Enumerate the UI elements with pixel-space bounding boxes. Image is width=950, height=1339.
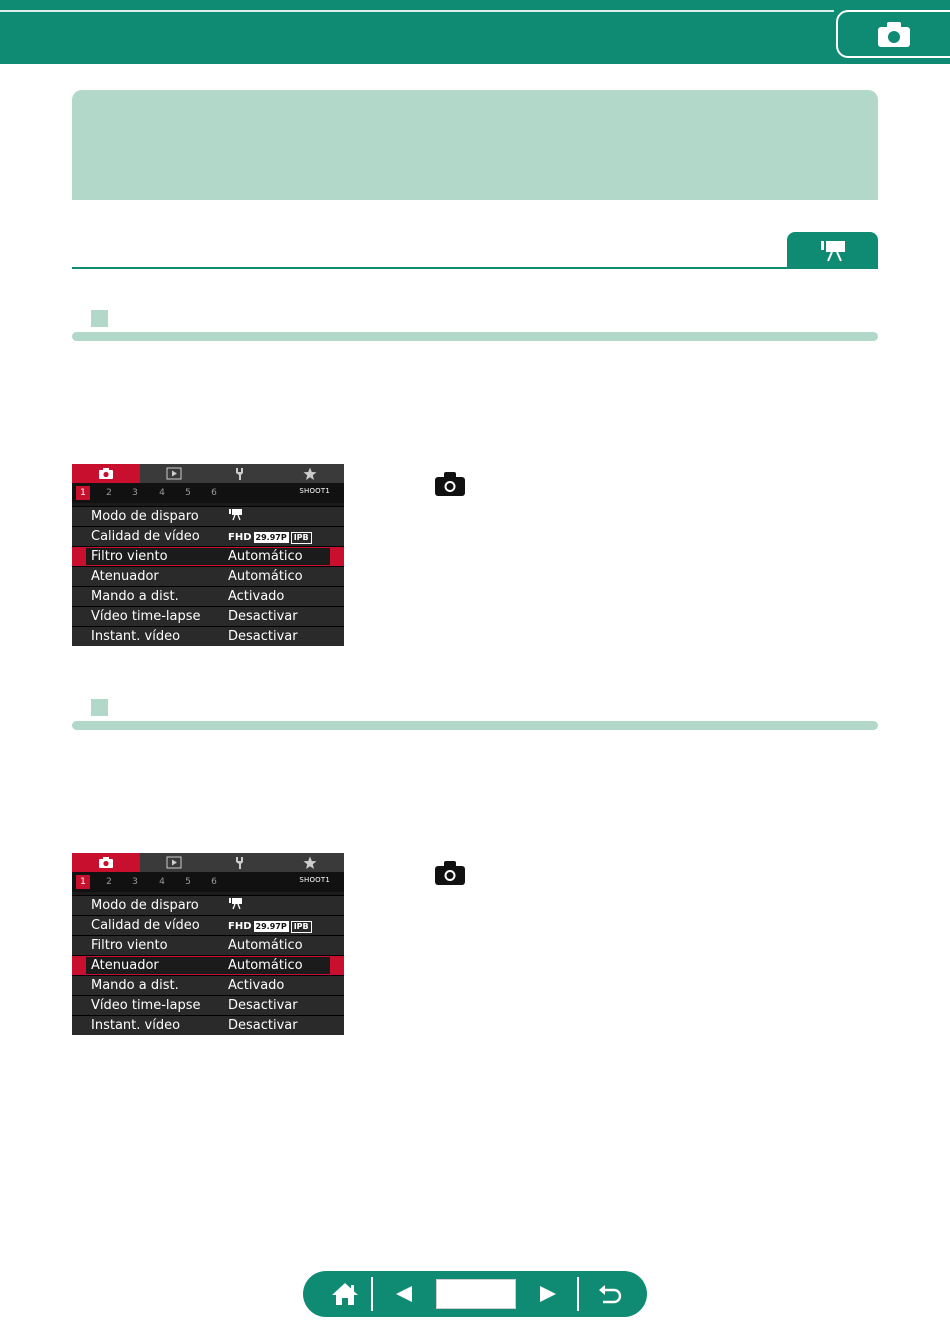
- menu-page-strip: [72, 872, 344, 892]
- menu-page-number: 2: [106, 877, 112, 887]
- menu-row-label: Filtro viento: [91, 549, 168, 564]
- menu-page-number: 5: [185, 488, 191, 498]
- menu-page-number: 6: [211, 488, 217, 498]
- camera-icon: [434, 860, 466, 886]
- menu-tab-shoot: [72, 464, 140, 483]
- movie-mode-value: [228, 897, 244, 915]
- menu-row-label: Instant. vídeo: [91, 1018, 181, 1033]
- menu-row: [72, 915, 344, 935]
- menu-tab-playback: [140, 464, 208, 483]
- video-quality-badges: [228, 529, 312, 546]
- menu-row-label: Vídeo time-lapse: [91, 609, 201, 624]
- menu-row-value: Desactivar: [228, 1018, 298, 1033]
- home-icon: [330, 1281, 360, 1307]
- menu-row-value: Desactivar: [228, 998, 298, 1013]
- menu-row: [72, 895, 344, 915]
- menu-row-label: Modo de disparo: [91, 898, 199, 913]
- menu-tab-setup: [208, 464, 276, 483]
- compression-badge: IPB: [291, 921, 312, 933]
- header-bar: [0, 0, 950, 64]
- menu-row: [72, 975, 344, 995]
- menu-page-number: 4: [159, 488, 165, 498]
- menu-row-selected: [72, 546, 344, 566]
- menu-row: [72, 566, 344, 586]
- menu-page-number: 3: [132, 877, 138, 887]
- header-line: [0, 10, 834, 12]
- next-page-button[interactable]: [519, 1271, 577, 1317]
- video-quality-value: [228, 528, 312, 546]
- menu-row-label: Calidad de vídeo: [91, 918, 200, 933]
- menu-page-label: SHOOT1: [299, 876, 330, 884]
- menu-row-value: Activado: [228, 978, 285, 993]
- fhd-badge: FHD: [228, 532, 252, 543]
- star-icon: [303, 856, 317, 870]
- section-bar: [72, 332, 878, 341]
- menu-tab-setup: [208, 853, 276, 872]
- play-icon: [166, 467, 182, 480]
- movie-camera-icon: [228, 897, 244, 910]
- section-rule: [72, 267, 878, 269]
- camera-icon: [876, 20, 912, 48]
- menu-row-value: Activado: [228, 589, 285, 604]
- menu-row-label: Mando a dist.: [91, 978, 179, 993]
- menu-page-number: 6: [211, 877, 217, 887]
- camera-menu-screenshot-2: [72, 853, 344, 1035]
- wrench-icon: [235, 467, 249, 481]
- page-navigation-bar: [303, 1271, 647, 1317]
- menu-row-label: Modo de disparo: [91, 509, 199, 524]
- camera-icon: [98, 856, 114, 869]
- menu-row-label: Vídeo time-lapse: [91, 998, 201, 1013]
- triangle-left-icon: [394, 1284, 414, 1304]
- menu-row: [72, 626, 344, 646]
- menu-page-number: 2: [106, 488, 112, 498]
- page-title-block: [72, 90, 878, 200]
- page-number-field[interactable]: [436, 1279, 516, 1309]
- movie-camera-icon: [819, 239, 847, 263]
- star-icon: [303, 467, 317, 481]
- section-marker: [91, 699, 108, 716]
- menu-row-selected: [72, 955, 344, 975]
- menu-row-value: Automático: [228, 938, 303, 953]
- menu-page-number: 5: [185, 877, 191, 887]
- movie-camera-icon: [228, 508, 244, 521]
- menu-tab-playback: [140, 853, 208, 872]
- menu-page-label: SHOOT1: [299, 487, 330, 495]
- menu-row-value: Automático: [228, 569, 303, 584]
- menu-page-number: 3: [132, 488, 138, 498]
- section-bar: [72, 721, 878, 730]
- menu-row: [72, 526, 344, 546]
- menu-row-label: Calidad de vídeo: [91, 529, 200, 544]
- menu-row-label: Filtro viento: [91, 938, 168, 953]
- camera-menu-screenshot-1: [72, 464, 344, 646]
- movie-mode-tab: [787, 232, 878, 269]
- menu-row-label: Atenuador: [91, 569, 159, 584]
- menu-row-label: Instant. vídeo: [91, 629, 181, 644]
- play-icon: [166, 856, 182, 869]
- menu-row-label: Atenuador: [91, 958, 159, 973]
- menu-row-label: Mando a dist.: [91, 589, 179, 604]
- menu-row-value: Automático: [228, 549, 303, 564]
- movie-mode-value: [228, 508, 244, 526]
- fps-badge: 29.97P: [255, 922, 287, 931]
- menu-page-number: 1: [76, 486, 90, 500]
- menu-row: [72, 1015, 344, 1035]
- camera-icon: [98, 467, 114, 480]
- nav-separator: [371, 1277, 373, 1311]
- fps-badge: 29.97P: [255, 533, 287, 542]
- menu-row-value: Desactivar: [228, 609, 298, 624]
- camera-icon: [434, 471, 466, 497]
- menu-tab-shoot: [72, 853, 140, 872]
- video-quality-value: [228, 917, 312, 935]
- previous-page-button[interactable]: [375, 1271, 433, 1317]
- menu-page-number: 4: [159, 877, 165, 887]
- menu-tab-mymenu: [276, 464, 344, 483]
- nav-separator: [577, 1277, 579, 1311]
- menu-row: [72, 586, 344, 606]
- home-button[interactable]: [317, 1271, 373, 1317]
- menu-row: [72, 606, 344, 626]
- menu-row-value: Automático: [228, 958, 303, 973]
- wrench-icon: [235, 856, 249, 870]
- return-arrow-icon: [597, 1283, 623, 1305]
- section-marker: [91, 310, 108, 327]
- back-button[interactable]: [581, 1271, 639, 1317]
- menu-tab-mymenu: [276, 853, 344, 872]
- menu-tab-strip: [72, 464, 344, 483]
- menu-tab-strip: [72, 853, 344, 872]
- fhd-badge: FHD: [228, 921, 252, 932]
- video-quality-badges: [228, 918, 312, 935]
- compression-badge: IPB: [291, 532, 312, 544]
- menu-page-number: 1: [76, 875, 90, 889]
- triangle-right-icon: [538, 1284, 558, 1304]
- chapter-tab[interactable]: [836, 10, 950, 58]
- menu-row: [72, 935, 344, 955]
- menu-row-value: Desactivar: [228, 629, 298, 644]
- menu-row: [72, 995, 344, 1015]
- menu-page-strip: [72, 483, 344, 503]
- menu-row: [72, 506, 344, 526]
